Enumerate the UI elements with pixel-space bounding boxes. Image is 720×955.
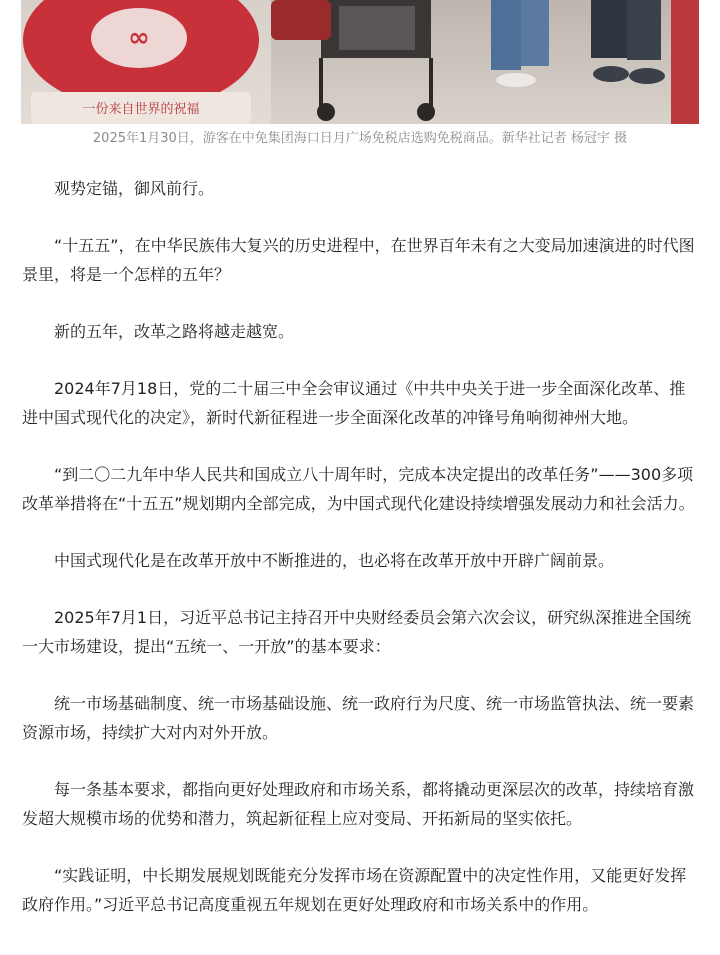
svg-text:∞: ∞ — [128, 23, 150, 53]
paragraph: “到二〇二九年中华人民共和国成立八十周年时，完成本决定提出的改革任务”——300多项改革举措将在“十五五”规划期内全部完成，为中国式现代化建设持续增强发展动力和社会活力。 — [22, 465, 695, 513]
paragraph: 新的五年，改革之路将越走越宽。 — [54, 322, 295, 341]
photo-scene — [21, 0, 699, 124]
sign-text: 一份来自世界的祝福 — [82, 102, 200, 117]
paragraph: 2024年7月18日，党的二十届三中全会审议通过《中共中央关于进一步全面深化改革、推进中国式现代化的决定》，新时代新征程进一步全面深化改革的冲锋号角响彻神州大地。 — [22, 379, 686, 427]
photo-caption: 2025年1月30日，游客在中免集团海口日月广场免税店选购免税商品。新华社记者 杨冠宇 摄 — [92, 131, 628, 146]
red-pillar — [671, 0, 699, 124]
paragraph: “实践证明，中长期发展规划既能充分发挥市场在资源配置中的决定性作用，又能更好发挥政府作用。”习近平总书记高度重视五年规划在更好处理政府和市场关系中的作用。 — [22, 866, 687, 914]
jeans-leg — [491, 0, 521, 70]
paragraph: 统一市场基础制度、统一市场基础设施、统一政府行为尺度、统一市场监管执法、统一要素资源市场，持续扩大对内对外开放。 — [22, 694, 695, 742]
paragraph: 每一条基本要求，都指向更好处理政府和市场关系，都将撬动更深层次的改革，持续培育激发超大规模市场的优势和潜力，筑起新征程上应对变局、开拓新局的坚实依托。 — [22, 780, 695, 828]
article-body — [22, 174, 700, 947]
paragraph: “十五五”，在中华民族伟大复兴的历史进程中，在世界百年未有之大变局加速演进的时代图景里，将是一个怎样的五年？ — [22, 236, 695, 284]
red-bag — [271, 0, 331, 40]
dark-trouser — [591, 0, 627, 58]
article-photo — [21, 0, 699, 124]
paragraph: 中国式现代化是在改革开放中不断推进的，也必将在改革开放中开辟广阔前景。 — [54, 551, 615, 570]
paragraph: 观势定锚，御风前行。 — [54, 179, 215, 198]
paragraph: 2025年7月1日，习近平总书记主持召开中央财经委员会第六次会议，研究纵深推进全国统一大市场建设，提出“五统一、一开放”的基本要求： — [22, 608, 692, 656]
sneaker — [496, 73, 536, 87]
